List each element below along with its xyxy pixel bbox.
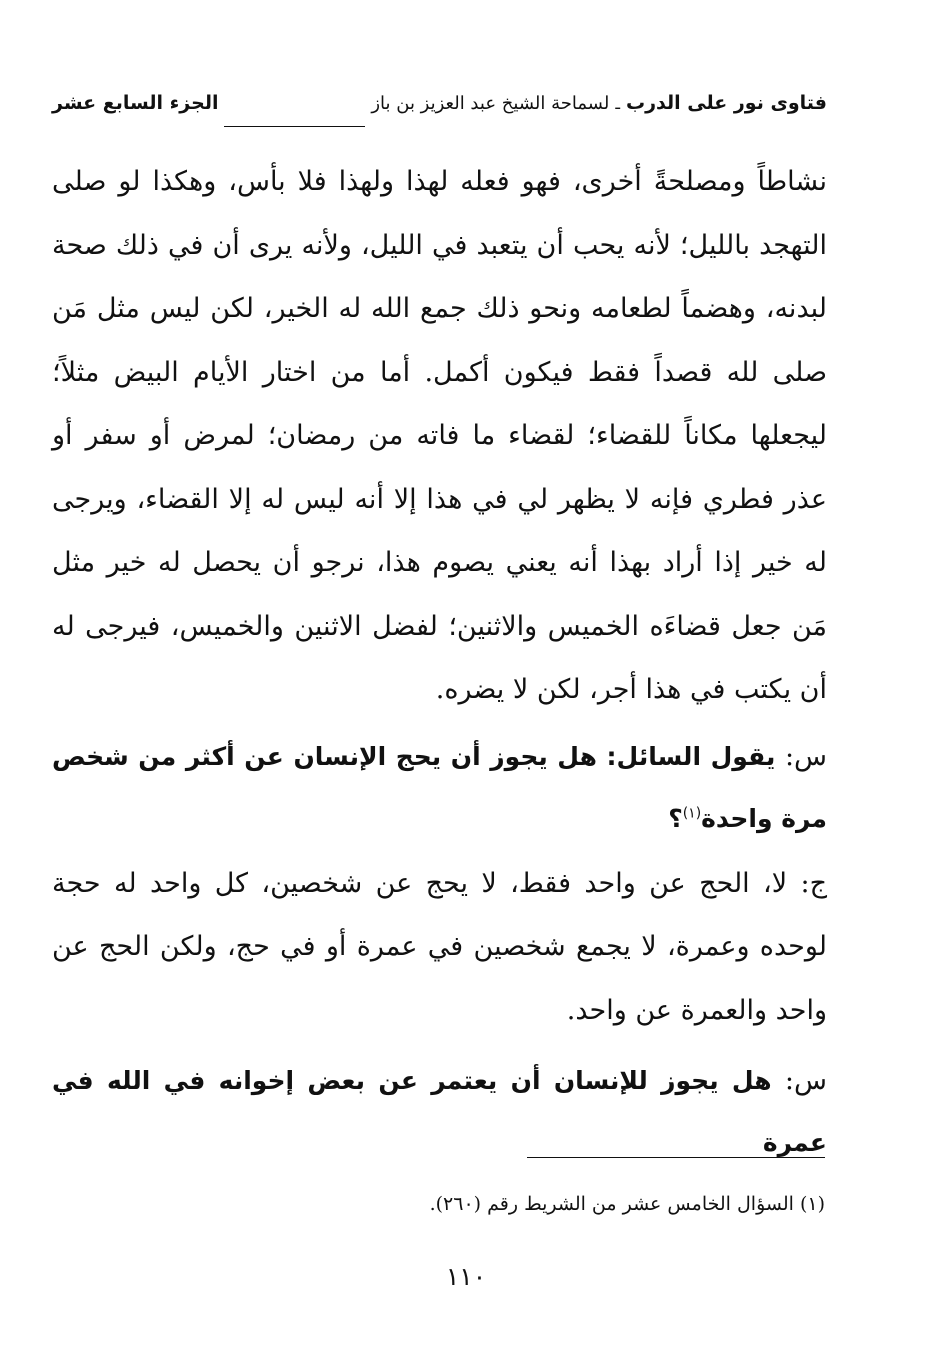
- question-text: هل يجوز للإنسان أن يعتمر عن بعض إخوانه في الله في عمرة: [52, 1066, 827, 1157]
- document-page: [52, 92, 827, 1174]
- body-paragraph: نشاطاً ومصلحةً أخرى، فهو فعله لهذا ولهذا فلا بأس، وهكذا لو صلى التهجد بالليل؛ لأنه يحب أن يتعبد في الليل، ولأنه يرى أن في ذلك صحة لبدنه، وهضماً لطعامه ونحو ذلك جمع الله له الخير، لكن ليس مثل مَن صلى لله قصداً فقط فيكون أكمل. أما من اختار الأيام البيض مثلاً؛ ليجعلها مكاناً للقضاء؛ لقضاء ما فاته من رمضان؛ لمرض أو سفر أو عذر فطري فإنه لا يظهر لي في هذا إلا أنه ليس له إلا القضاء، ويرجى له خير إذا أراد بهذا أنه يعني يصوم هذا، نرجو أن يحصل له خير مثل مَن جعل قضاءَه الخميس والاثنين؛ لفضل الاثنين والخميس، فيرجى له أن يكتب في هذا أجر، لكن لا يضره.: [52, 166, 827, 705]
- footnote: (١) السؤال الخامس عشر من الشريط رقم (٢٦٠).: [429, 1193, 825, 1215]
- question-lead: س:: [784, 740, 827, 772]
- footnote-rule: [527, 1157, 825, 1158]
- question-lead: س:: [784, 1065, 827, 1096]
- body-text: [52, 150, 827, 1174]
- running-header: [52, 92, 827, 132]
- part-label: الجزء السابع عشر: [52, 92, 219, 114]
- answer-1: ج: لا، الحج عن واحد فقط، لا يحج عن شخصين، كل واحد له حجة لوحده وعمرة، لا يجمع شخصين في عمرة أو في حج، ولكن الحج عن واحد والعمرة عن واحد.: [52, 867, 827, 1026]
- header-dash: ـ: [615, 94, 620, 113]
- page-number: ١١٠: [445, 1262, 487, 1291]
- book-title: فتاوى نور على الدرب: [626, 92, 827, 114]
- footnote-reference: (١): [682, 805, 702, 822]
- header-rule: [224, 126, 365, 127]
- question-1: [52, 726, 827, 850]
- question-end-mark: ؟: [668, 803, 683, 833]
- header-title-group: [371, 92, 827, 114]
- question-2: [52, 1050, 827, 1174]
- question-text: يقول السائل: هل يجوز أن يحج الإنسان عن أكثر من شخص مرة واحدة: [52, 741, 827, 833]
- author-name: لسماحة الشيخ عبد العزيز بن باز: [371, 93, 610, 114]
